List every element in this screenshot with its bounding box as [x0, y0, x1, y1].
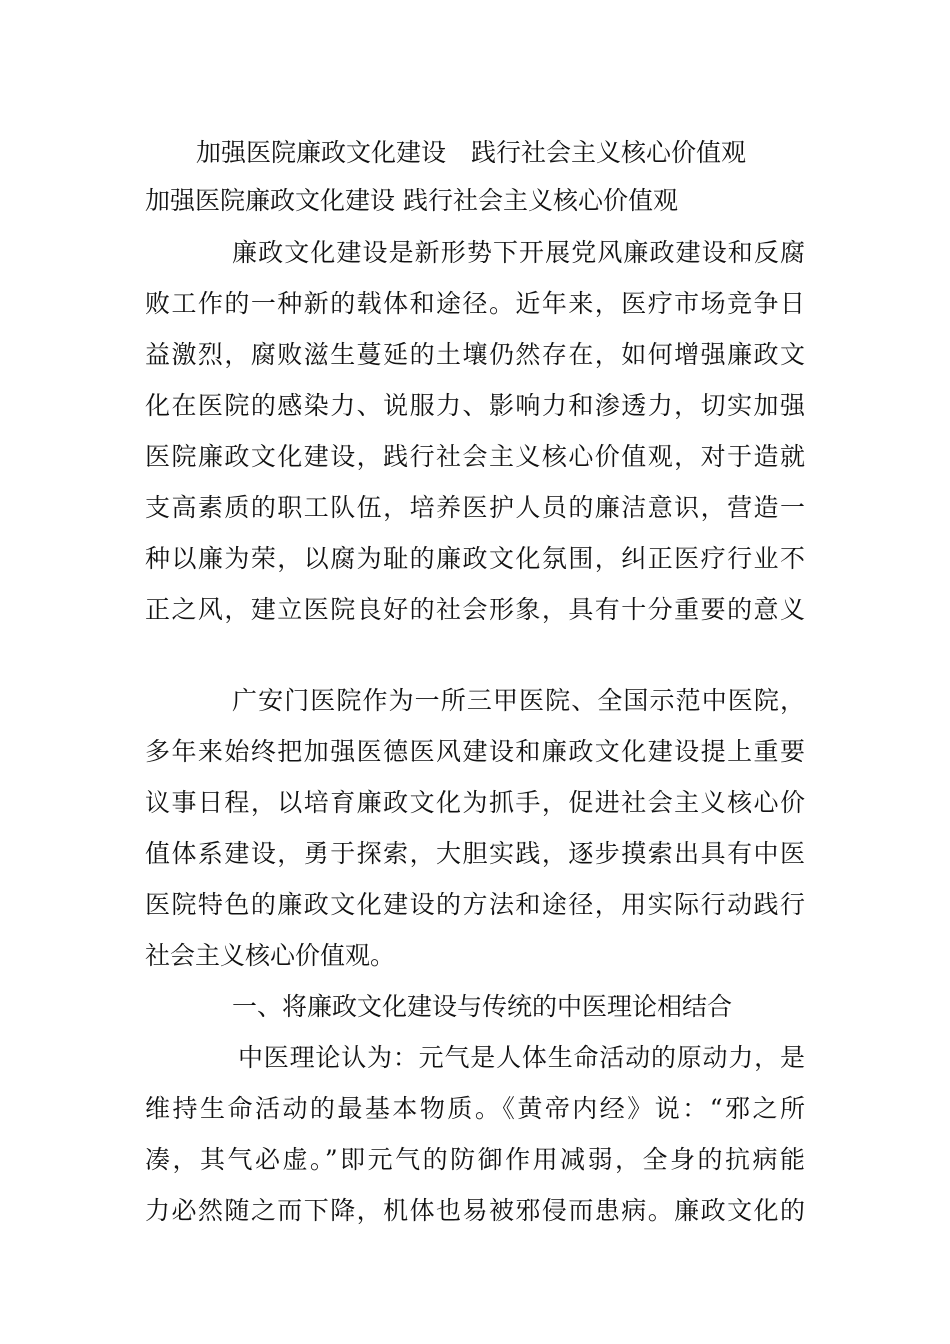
paragraph-1-line: 正之风，建立医院良好的社会形象，具有十分重要的意义 [145, 595, 805, 624]
paragraph-3-line: 维持生命活动的最基本物质。《黄帝内经》说：“邪之所 [145, 1094, 805, 1123]
paragraph-2-line: 医院特色的廉政文化建设的方法和途径，用实际行动践行 [145, 890, 805, 919]
paragraph-3-line: 力必然随之而下降，机体也易被邪侵而患病。廉政文化的 [145, 1196, 805, 1225]
paragraph-1-line: 廉政文化建设是新形势下开展党风廉政建设和反腐 [232, 238, 805, 267]
section-1-heading: 一、将廉政文化建设与传统的中医理论相结合 [232, 992, 733, 1021]
paragraph-2-line: 议事日程，以培育廉政文化为抓手，促进社会主义核心价 [145, 788, 805, 817]
paragraph-2-line: 广安门医院作为一所三甲医院、全国示范中医院， [232, 686, 805, 715]
paragraph-1-line: 种以廉为荣，以腐为耻的廉政文化氛围，纠正医疗行业不 [145, 544, 805, 573]
paragraph-1-line: 益激烈，腐败滋生蔓延的土壤仍然存在，如何增强廉政文 [145, 340, 805, 369]
paragraph-2-line: 多年来始终把加强医德医风建设和廉政文化建设提上重要 [145, 737, 805, 766]
paragraph-1-line: 支高素质的职工队伍，培养医护人员的廉洁意识，营造一 [145, 493, 805, 522]
paragraph-1-line: 化在医院的感染力、说服力、影响力和渗透力，切实加强 [145, 391, 805, 420]
document-title: 加强医院廉政文化建设 践行社会主义核心价值观 [196, 138, 747, 167]
paragraph-3-line: 凑，其气必虚。”即元气的防御作用减弱，全身的抗病能 [145, 1145, 805, 1174]
document-subtitle: 加强医院廉政文化建设 践行社会主义核心价值观 [145, 186, 678, 215]
paragraph-2-line: 社会主义核心价值观。 [145, 941, 396, 970]
paragraph-1-line: 败工作的一种新的载体和途径。近年来，医疗市场竞争日 [145, 289, 805, 318]
paragraph-1-line: 医院廉政文化建设，践行社会主义核心价值观，对于造就 [145, 442, 805, 471]
paragraph-2-line: 值体系建设，勇于探索，大胆实践，逐步摸索出具有中医 [145, 839, 805, 868]
paragraph-3-line: 中医理论认为：元气是人体生命活动的原动力，是 [238, 1043, 805, 1072]
